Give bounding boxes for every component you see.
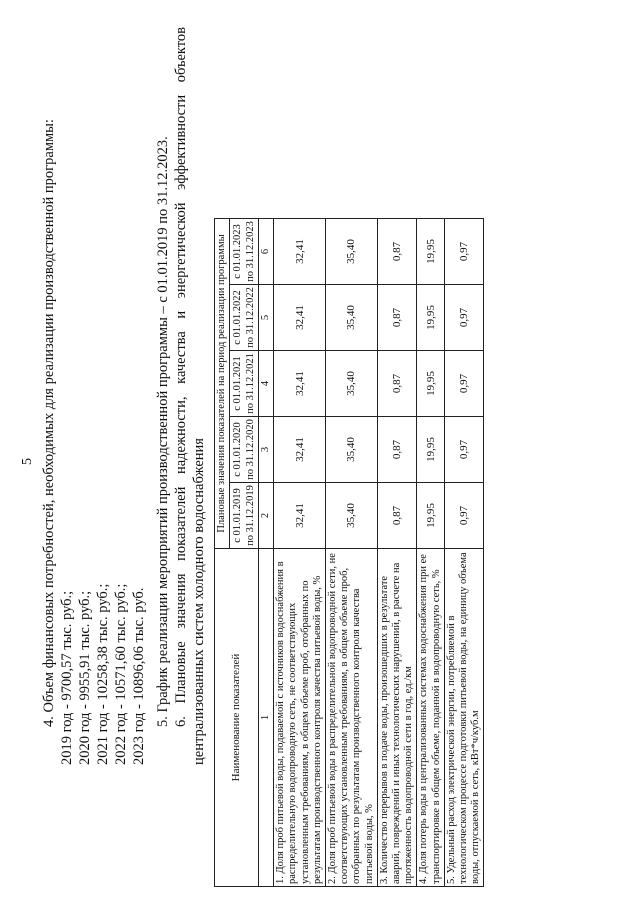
header-planned-values: Плановые значения показателей на период реализации программы: [215, 219, 230, 549]
table-header-row: [215, 219, 230, 887]
indicator-value: 19,95: [417, 285, 444, 351]
indicator-value: 0,97: [444, 483, 484, 549]
column-number: 5: [259, 285, 274, 351]
indicator-name: 5. Удельный расход электрической энергии, потребляемой в технологическом процессе подготовки питьевой воды, на единицу объема воды, отпускаемой в сеть, кВт*ч/куб.м: [444, 549, 484, 887]
section-5-schedule: 5. График реализации мероприятий производственной программы – с 01.01.2019 по 31.12.2023.: [155, 136, 171, 727]
period-header: с 01.01.2021 по 31.12.2021: [230, 351, 259, 417]
table-row: [417, 219, 444, 887]
table-row: [326, 219, 378, 887]
indicator-value: 35,40: [326, 285, 378, 351]
indicator-value: 19,95: [417, 219, 444, 285]
indicator-value: 35,40: [326, 417, 378, 483]
indicator-value: 19,95: [417, 483, 444, 549]
indicator-value: 32,41: [274, 285, 326, 351]
indicator-value: 0,87: [377, 417, 417, 483]
table-row: [377, 219, 417, 887]
indicator-value: 35,40: [326, 219, 378, 285]
indicator-name: 3. Количество перерывов в подаче воды, произошедших в результате аварий, повреждений и иных технологических нарушений, в расчете на протяженность водопроводной сети в год, ед./км: [377, 549, 417, 887]
period-header: с 01.01.2023 по 31.12.2023: [230, 219, 259, 285]
indicators-table: [214, 218, 484, 887]
column-number: 4: [259, 351, 274, 417]
indicator-value: 0,97: [444, 351, 484, 417]
column-number: 3: [259, 417, 274, 483]
section-6-title: 6. Плановые значения показателей надежности, качества и энергетической эффективности объектов: [173, 27, 189, 727]
indicator-value: 0,87: [377, 285, 417, 351]
indicator-value: 32,41: [274, 483, 326, 549]
indicator-value: 0,97: [444, 219, 484, 285]
indicator-value: 32,41: [274, 219, 326, 285]
indicator-value: 0,87: [377, 219, 417, 285]
section-6-title-continued: централизованных систем холодного водоснабжения: [191, 438, 207, 765]
indicator-value: 32,41: [274, 351, 326, 417]
indicator-value: 0,97: [444, 417, 484, 483]
financing-line: 2021 год - 10258,38 тыс. руб.;: [95, 583, 111, 765]
column-number-row: [259, 219, 274, 887]
indicator-value: 35,40: [326, 483, 378, 549]
indicator-value: 19,95: [417, 351, 444, 417]
period-header: с 01.01.2020 по 31.12.2020: [230, 417, 259, 483]
header-indicator-name: Наименование показателей: [215, 549, 259, 887]
indicator-value: 35,40: [326, 351, 378, 417]
period-header: с 01.01.2022 по 31.12.2022: [230, 285, 259, 351]
column-number: 1: [259, 549, 274, 887]
indicator-value: 32,41: [274, 417, 326, 483]
indicator-name: 2. Доля проб питьевой воды в распределительной водопроводной сети, не соответствующих установленным требованиям, в общем объеме проб, отобранных по результатам производственного контроля качества питьевой воды, %: [326, 549, 378, 887]
financing-line: 2022 год - 10571,60 тыс. руб.;: [113, 583, 129, 765]
indicator-name: 1. Доля проб питьевой воды, подаваемой с источников водоснабжения в распределительную водопроводную сеть, не соответствующих установленным требованиям, в общем объеме проб, отобранных по результатам производственного контроля качества питьевой воды, %: [274, 549, 326, 887]
page-number: 5: [20, 458, 35, 465]
indicator-value: 0,87: [377, 351, 417, 417]
indicator-value: 0,97: [444, 285, 484, 351]
indicator-value: 19,95: [417, 417, 444, 483]
financing-line: 2019 год - 9700,57 тыс. руб.;: [59, 590, 75, 765]
column-number: 2: [259, 483, 274, 549]
table-row: [274, 219, 326, 887]
section-4-title: 4. Объем финансовых потребностей, необходимых для реализации производственной программы:: [41, 119, 57, 727]
table-row: [444, 219, 484, 887]
financing-line: 2023 год - 10896,06 тыс. руб.: [131, 587, 147, 765]
column-number: 6: [259, 219, 274, 285]
indicator-value: 0,87: [377, 483, 417, 549]
indicator-name: 4. Доля потерь воды в централизованных системах водоснабжения при ее транспортировке в общем объеме, поданной в водопроводную сеть, %: [417, 549, 444, 887]
financing-line: 2020 год - 9955,91 тыс. руб.;: [77, 590, 93, 765]
period-header: с 01.01.2019 по 31.12.2019: [230, 483, 259, 549]
